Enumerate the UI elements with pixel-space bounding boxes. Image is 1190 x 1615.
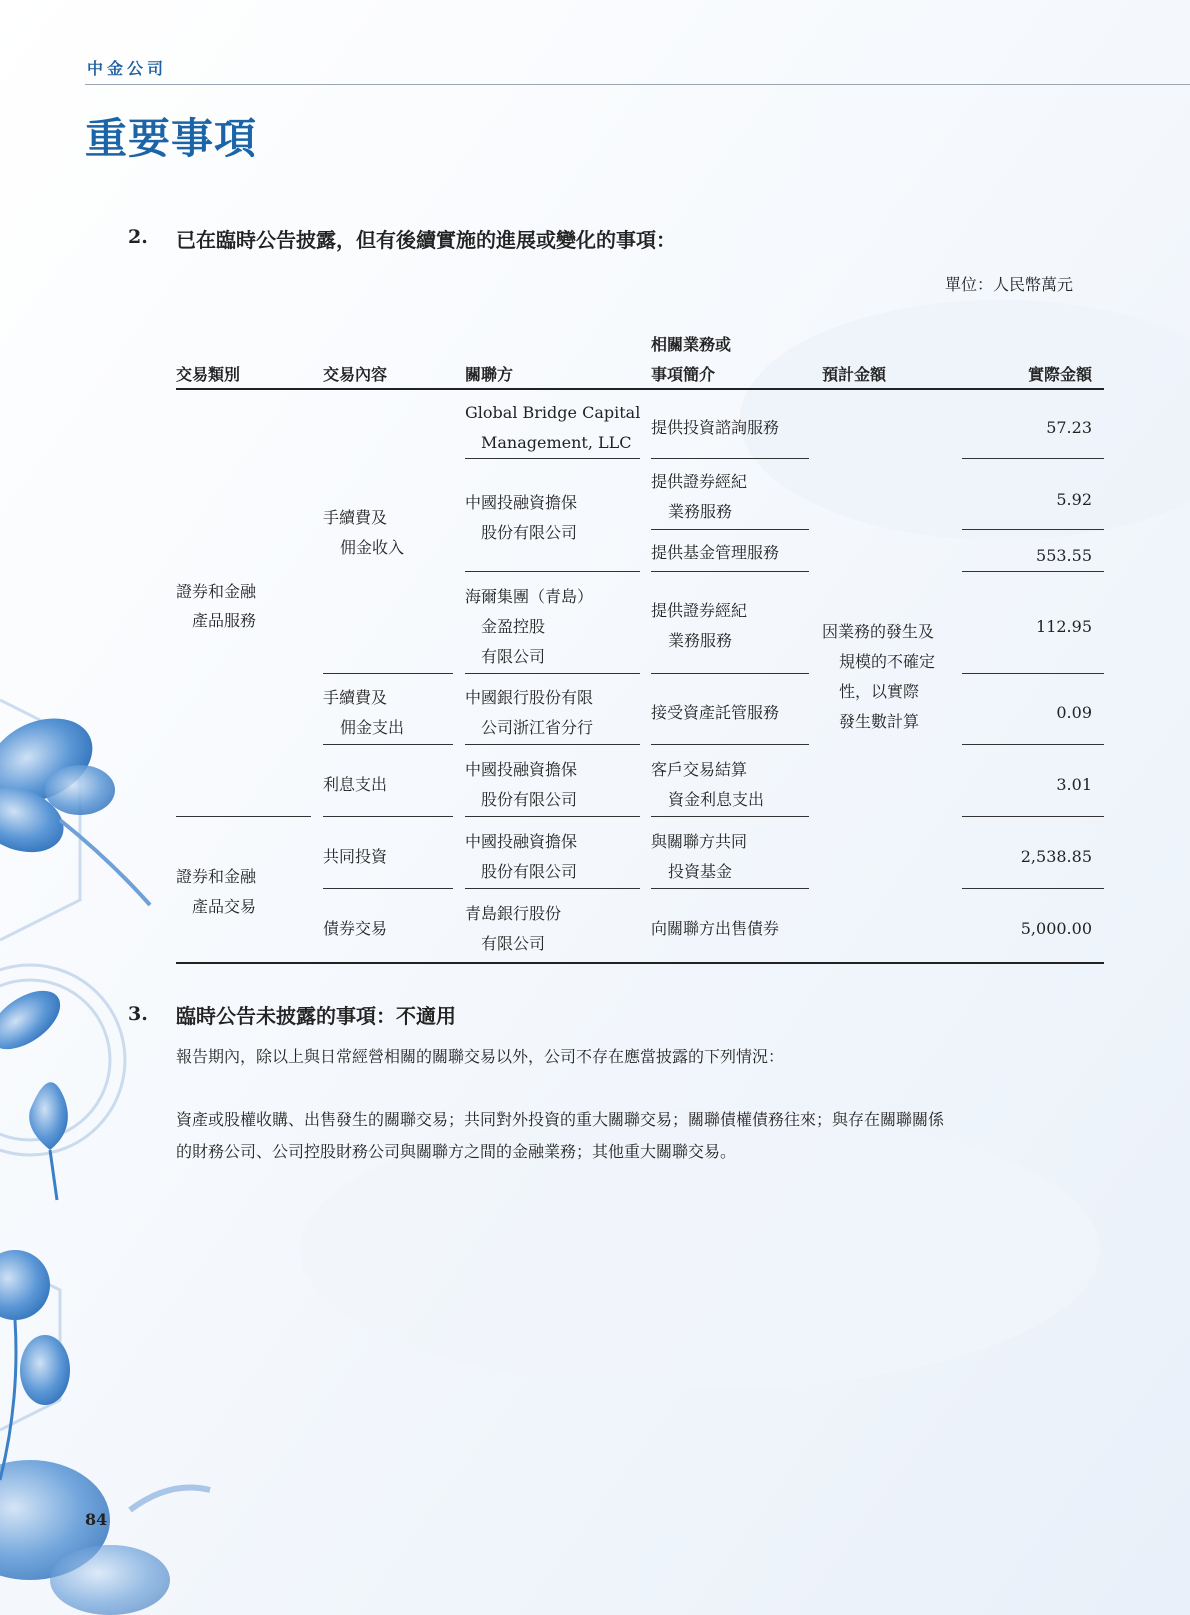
estimated-line4: 發生數計算 <box>839 712 920 731</box>
desc-7-line2: 投資基金 <box>668 862 733 881</box>
party-7-line1: 青島銀行股份 <box>465 904 562 923</box>
actual-amount-4: 112.95 <box>1036 617 1092 636</box>
content-5: 債券交易 <box>323 919 388 938</box>
col-header-estimated: 預計金額 <box>822 365 887 384</box>
actual-amount-8: 5,000.00 <box>1020 919 1092 938</box>
party-5-line2: 股份有限公司 <box>481 790 578 809</box>
category-1-line1: 證券和金融 <box>176 582 257 601</box>
party-7-line2: 有限公司 <box>481 934 546 953</box>
party-4-line1: 中國銀行股份有限 <box>465 688 594 707</box>
section-3-paragraph-2-line2: 的財務公司、公司控股財務公司與關聯方之間的金融業務；其他重大關聯交易。 <box>176 1142 737 1161</box>
party-1-line1: Global Bridge Capital <box>465 403 641 422</box>
row-divider <box>962 816 1104 817</box>
party-3-line1: 海爾集團（青島） <box>465 587 594 606</box>
estimated-line1: 因業務的發生及 <box>822 622 935 641</box>
content-4: 共同投資 <box>323 847 388 866</box>
row-divider <box>962 529 1104 530</box>
actual-amount-7: 2,538.85 <box>1020 847 1092 866</box>
row-divider <box>323 744 453 745</box>
col-header-actual: 實際金額 <box>1027 365 1092 384</box>
party-3-line3: 有限公司 <box>481 647 546 666</box>
estimated-line3: 性，以實際 <box>839 682 920 701</box>
content-1-line2: 佣金收入 <box>340 538 405 557</box>
party-1-line2: Management, LLC <box>481 433 632 452</box>
content-2-line1: 手續費及 <box>323 688 388 707</box>
category-1-line2: 產品服務 <box>192 611 257 630</box>
row-divider <box>465 673 640 674</box>
section-3-paragraph-1: 報告期內，除以上與日常經營相關的關聯交易以外，公司不存在應當披露的下列情況： <box>176 1047 785 1066</box>
row-divider <box>323 888 453 889</box>
company-name: 中金公司 <box>87 59 168 78</box>
table-bottom-rule <box>176 962 1104 964</box>
row-divider <box>651 673 809 674</box>
row-divider <box>465 458 640 459</box>
content-1-line1: 手續費及 <box>323 508 388 527</box>
row-divider <box>962 744 1104 745</box>
actual-amount-1: 57.23 <box>1046 418 1092 437</box>
header-divider <box>85 84 1190 85</box>
row-divider <box>651 744 809 745</box>
row-divider <box>651 571 809 572</box>
section-3-paragraph-2-line1: 資產或股權收購、出售發生的關聯交易；共同對外投資的重大關聯交易；關聯債權債務往來；與存在關聯關係 <box>176 1110 945 1129</box>
row-divider <box>962 673 1104 674</box>
actual-amount-2: 5.92 <box>1056 490 1092 509</box>
row-divider <box>962 458 1104 459</box>
category-2-line1: 證券和金融 <box>176 867 257 886</box>
row-divider <box>323 816 453 817</box>
unit-label: 單位：人民幣萬元 <box>944 275 1073 294</box>
col-header-type: 交易類別 <box>176 365 241 384</box>
row-divider <box>651 816 809 817</box>
row-divider <box>176 816 311 817</box>
section-3-number: 3. <box>128 1003 148 1025</box>
party-2-line1: 中國投融資擔保 <box>465 493 578 512</box>
party-2-line2: 股份有限公司 <box>481 523 578 542</box>
row-divider <box>962 888 1104 889</box>
row-divider <box>962 571 1104 572</box>
row-divider <box>651 458 809 459</box>
page-title: 重要事項 <box>85 114 258 163</box>
table-header-rule <box>176 388 1104 390</box>
row-divider <box>651 888 809 889</box>
desc-4-line1: 提供證券經紀 <box>651 601 748 620</box>
row-divider <box>323 673 453 674</box>
section-2-number: 2. <box>128 226 148 248</box>
desc-1: 提供投資諮詢服務 <box>651 418 780 437</box>
category-2-line2: 產品交易 <box>192 897 257 916</box>
desc-2-line1: 提供證券經紀 <box>651 472 748 491</box>
row-divider <box>465 888 640 889</box>
desc-8: 向關聯方出售債券 <box>651 919 780 938</box>
estimated-line2: 規模的不確定 <box>839 652 936 671</box>
party-6-line2: 股份有限公司 <box>481 862 578 881</box>
section-2-title: 已在臨時公告披露，但有後續實施的進展或變化的事項： <box>176 228 676 252</box>
row-divider <box>465 816 640 817</box>
actual-amount-5: 0.09 <box>1056 703 1092 722</box>
col-header-party: 關聯方 <box>465 365 514 384</box>
content-2-line2: 佣金支出 <box>340 718 405 737</box>
party-6-line1: 中國投融資擔保 <box>465 832 578 851</box>
party-3-line2: 金盈控股 <box>481 617 546 636</box>
desc-6-line1: 客戶交易結算 <box>651 760 748 779</box>
col-header-content: 交易內容 <box>323 365 388 384</box>
desc-3: 提供基金管理服務 <box>651 543 780 562</box>
section-3-title: 臨時公告未披露的事項：不適用 <box>176 1004 456 1028</box>
desc-5: 接受資產託管服務 <box>651 703 780 722</box>
row-divider <box>465 571 640 572</box>
desc-2-line2: 業務服務 <box>668 502 733 521</box>
desc-4-line2: 業務服務 <box>668 631 733 650</box>
content-3: 利息支出 <box>323 775 388 794</box>
party-5-line1: 中國投融資擔保 <box>465 760 578 779</box>
desc-6-line2: 資金利息支出 <box>668 790 765 809</box>
actual-amount-6: 3.01 <box>1056 775 1092 794</box>
row-divider <box>465 744 640 745</box>
party-4-line2: 公司浙江省分行 <box>481 718 594 737</box>
actual-amount-3: 553.55 <box>1036 546 1092 565</box>
row-divider <box>651 529 809 530</box>
col-header-desc-line1: 相關業務或 <box>651 335 732 354</box>
page-number: 84 <box>85 1510 108 1529</box>
desc-7-line1: 與關聯方共同 <box>651 832 748 851</box>
col-header-desc-line2: 事項簡介 <box>651 365 716 384</box>
